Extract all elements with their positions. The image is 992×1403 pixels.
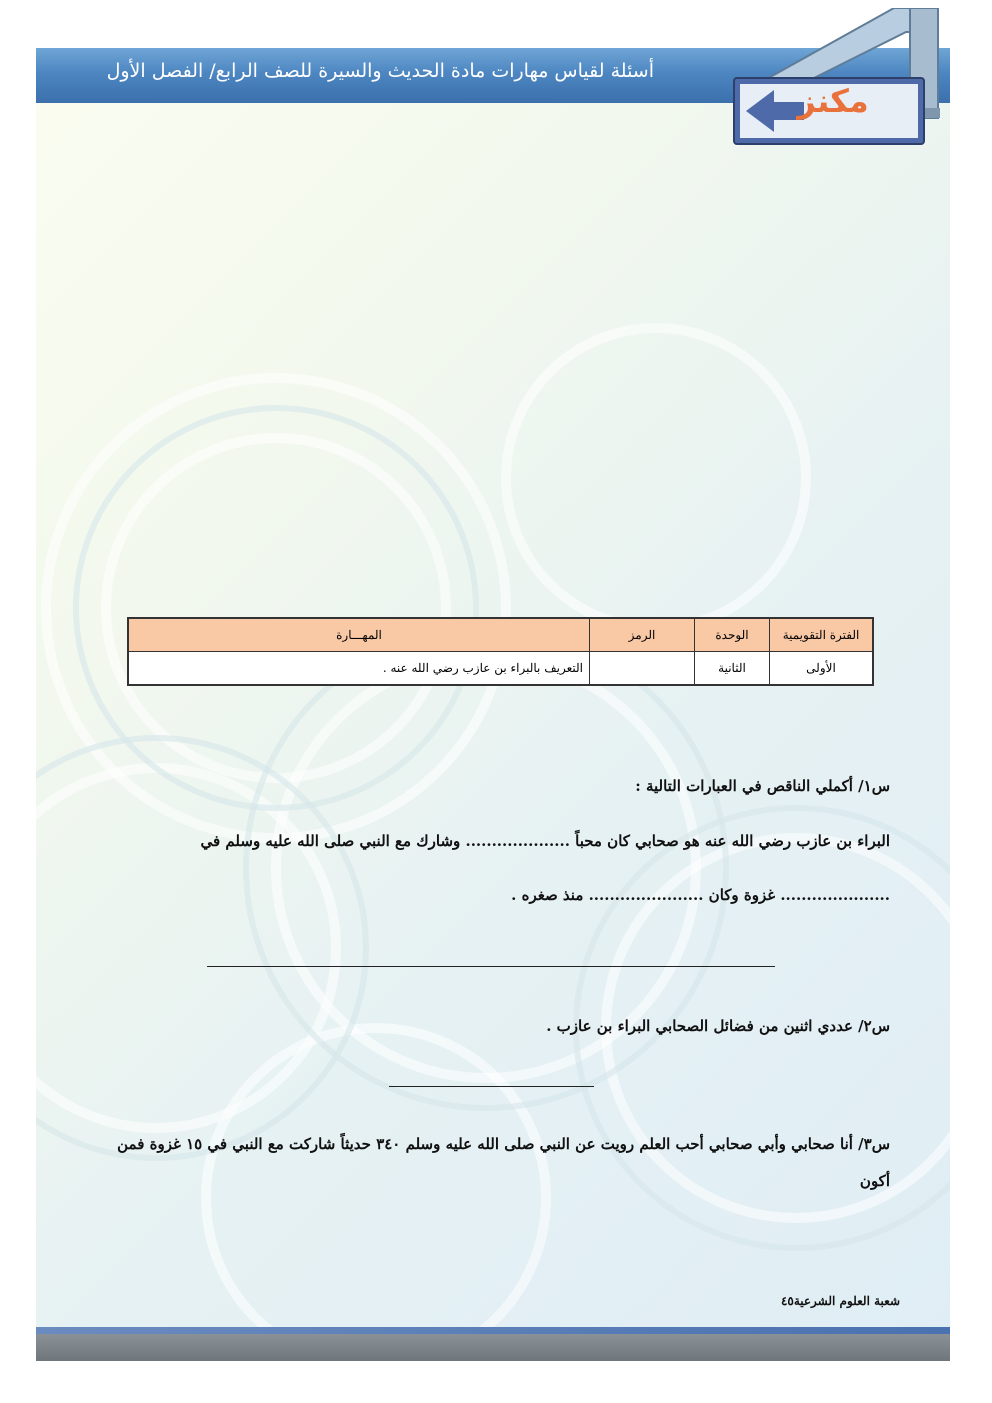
background-pattern [36, 48, 950, 1360]
question-1-line-2: ..................... غزوة وكان ...................... منذ صغره . [511, 886, 890, 904]
question-1-title: س١/ أكملي الناقص في العبارات التالية : [635, 777, 890, 795]
worksheet-page [36, 48, 950, 1360]
signpost-graphic [724, 8, 954, 148]
cell-period: الأولى [770, 652, 874, 686]
question-2-title: س٢/ عددي اثنين من فضائل الصحابي البراء بن عازب . [546, 1017, 890, 1035]
question-3-line-1: س٣/ أنا صحابي وأبي صحابي أحب العلم رويت عن النبي صلى الله عليه وسلم ٣٤٠ حديثاً شاركت مع النبي في ١٥ غزوة فمن [117, 1135, 890, 1153]
footer-department: شعبة العلوم الشرعية٤٥ [780, 1294, 900, 1308]
table-row [128, 652, 873, 686]
footer-bar [36, 1334, 950, 1361]
skills-table [127, 617, 874, 686]
question-1-line-1: البراء بن عازب رضي الله عنه هو صحابي كان محباً .................... وشارك مع النبي صلى الله عليه وسلم في [200, 832, 890, 850]
header-title: أسئلة لقياس مهارات مادة الحديث والسيرة للصف الرابع/ الفصل الأول [106, 60, 654, 82]
sign-label: مكنز [797, 82, 869, 120]
footer-bar-accent [36, 1327, 950, 1334]
header-unit: الوحدة [695, 618, 770, 652]
answer-line-1 [207, 966, 775, 967]
header-period: الفترة التقويمية [770, 618, 874, 652]
cell-skill: التعريف بالبراء بن عازب رضي الله عنه . [128, 652, 590, 686]
header-skill: المهـــارة [128, 618, 590, 652]
answer-line-2 [389, 1086, 594, 1087]
question-3-line-2: أكون [859, 1172, 890, 1190]
cell-code [590, 652, 695, 686]
header-code: الرمز [590, 618, 695, 652]
table-header-row [128, 618, 873, 652]
cell-unit: الثانية [695, 652, 770, 686]
